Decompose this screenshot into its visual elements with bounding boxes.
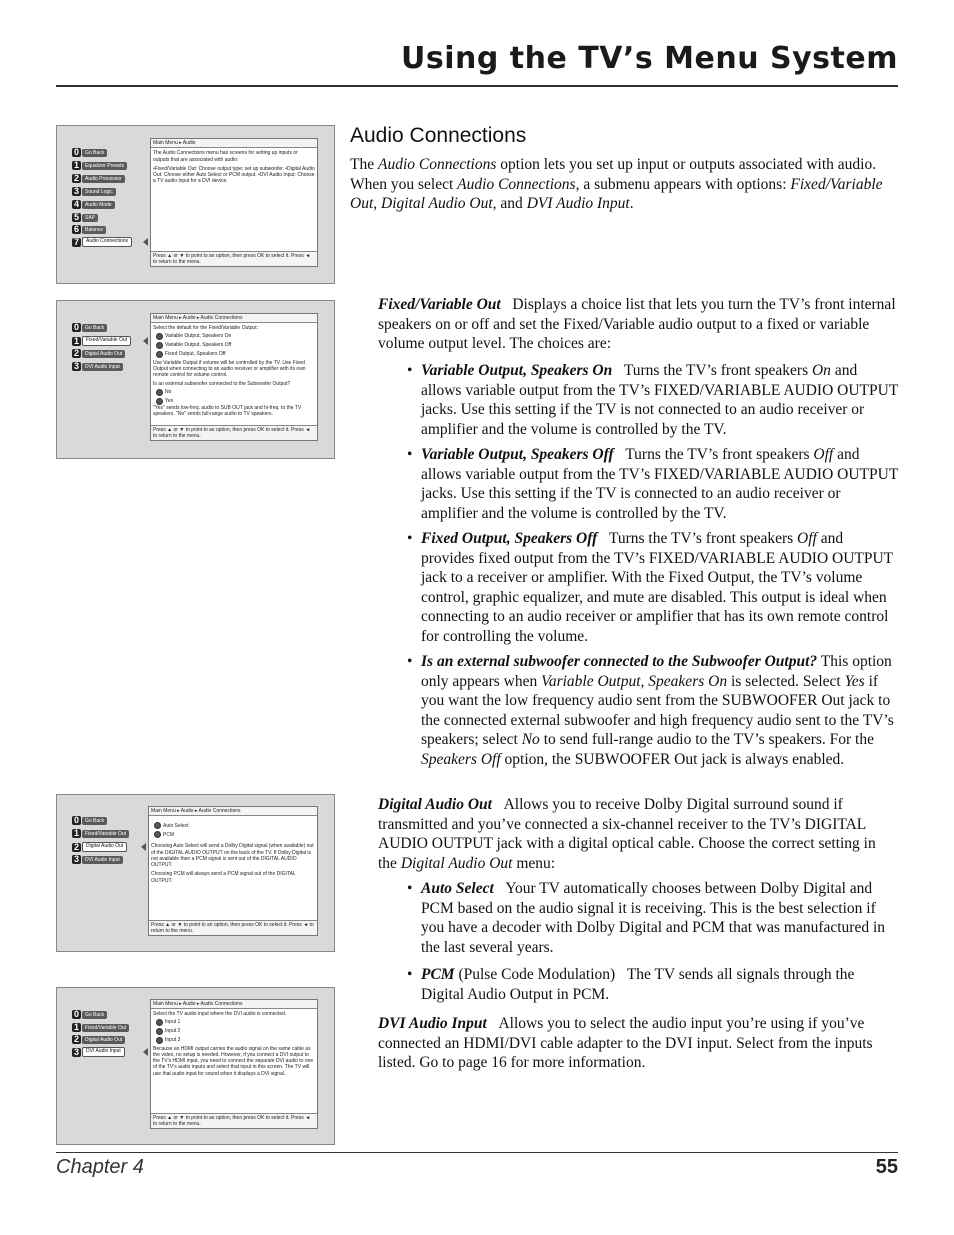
menu-item-go-back: 0 Go Back [72,1010,107,1019]
screen-panel: Main Menu ▸ Audio ▸ Audio Connections Select the default for the Fixed/Variable Output: Variable Output, Speakers On Variable Output, Speakers Off Fixed Output, Speakers Off Use Variable Output if volume will be controlled by the TV. Use Fixed Output when connecting to an audio receiver or amplifier with its own remote control for volume control. Is an external subwoofer connected to the Subwoofer Output? No Yes "Yes" sends low-freq. audio to SUB OUT jack and hi-freq. to the TV speakers. "No" sends full-range audio to TV speakers. Press ▲ or ▼ to point to an option, then press OK to select it. Press ◄ to return to the menu. [150,313,318,441]
radio-icon [156,351,163,358]
menu-item-digital-audio-out: 2 Digital Audio Out [72,1035,125,1044]
page-number: 55 [875,1156,898,1178]
radio-option: Yes [156,398,315,405]
menu-item-go-back: 0 Go Back [72,323,107,332]
screen-panel: Main Menu ▸ Audio ▸ Audio Connections Select the TV audio input where the DVI audio is connected. Input 1 Input 2 Input 3 Because an HDMI output carries the audio signal on the same cable as the video, no setup is needed. However, if you connect a DVI output to the TV’s HDMI input, you need to connect the separate DVI audio to one of the TV’s audio inputs and select that input in this screen. The TV will use that audio input for sound when it displays a DVI signal. Press ▲ or ▼ to point to an option, then press OK to select it. Press ◄ to return to the menu. [150,999,318,1129]
menu-item-balance: 6 Balance [72,225,106,234]
radio-option: Variable Output, Speakers On [156,333,315,340]
menu-item-fixed-variable-out: 1 Fixed/Variable Out [72,336,131,346]
radio-icon [156,342,163,349]
fixed-variable-heading: Fixed/Variable Out [378,296,501,313]
menu-item-go-back: 0 Go Back [72,148,107,157]
screenshot-audio-menu [56,125,335,284]
pointer-arrow-icon [141,843,146,851]
dvi-audio-section: DVI Audio Input Allows you to select the audio input you’re using if you’ve connected an HDMI/DVI cable adapter to the DVI input. Select from the inputs listed. Go to page 16 for more information. [378,1015,873,1071]
radio-option: Input 2 [156,1028,315,1035]
screenshot-fixed-variable-out [56,300,335,459]
bullet-variable-speakers-on: • Variable Output, Speakers On Turns the TV’s front speakers On and allows variable output from the TV’s FIXED/VARIABLE AUDIO OUTPUT jacks. Use this setting if the TV is not connected to an audio receiver or amplifier and the volume is controlled by the TV. [407,361,899,439]
menu-item-go-back: 0 Go Back [72,816,107,825]
pointer-arrow-icon [143,238,148,246]
menu-item-audio-mode: 4 Audio Mode [72,200,115,209]
dvi-audio-heading: DVI Audio Input [378,1015,487,1032]
pointer-arrow-icon [143,337,148,345]
menu-item-digital-audio-out: 2 Digital Audio Out [72,349,125,358]
screen-panel: Main Menu ▸ Audio The Audio Connections menu has screens for setting up inputs or outputs that are associated with audio: •Fixed/Variable Out: Choose output type; set up subwoofer. •Digital Audio Out: Choose either Auto Select or PCM output. •DVI Audio Input: Choose a TV audio input for a DVI device. Press ▲ or ▼ to point to an option, then press OK to select it. Press ◄ to return to the menu. [150,138,318,267]
pointer-arrow-icon [143,1048,148,1056]
screenshot-dvi-audio-input [56,987,335,1145]
footer-rule [56,1152,898,1153]
radio-option: No [156,389,315,396]
bullet-auto-select: • Auto Select Your TV automatically chooses between Dolby Digital and PCM based on the audio signal it is receiving. This is the best selection if you have a decoder with Dolby Digital and PCM that was manufactured in the last several years. [407,879,899,957]
bullet-subwoofer: • Is an external subwoofer connected to the Subwoofer Output? This option only appears when Variable Output, Speakers On is selected. Select Yes if you want the low frequency audio sent from the SUBWOOFER Out jack to the connected external subwoofer and high frequency audio sent to the TV’s speakers; select No to send full-range audio to the TV’s speakers. For the Speakers Off option, the SUBWOOFER Out jack is always enabled. [407,652,899,769]
radio-icon [156,1037,163,1044]
menu-item-audio-connections: 7 Audio Connections [72,237,132,247]
menu-item-fixed-variable-out: 1 Fixed/Variable Out [72,829,129,838]
menu-item-fixed-variable-out: 1 Fixed/Variable Out [72,1023,129,1032]
menu-item-digital-audio-out: 2 Digital Audio Out [72,842,127,852]
fixed-variable-bullets [407,361,899,769]
screen-panel: Main Menu ▸ Audio ▸ Audio Connections Auto Select PCM Choosing Auto Select will send a Dolby Digital signal (when available) out of the DIGITAL AUDIO OUTPUT on the back of the TV. If Dolby Digital is not available then a PCM signal is sent out of the DIGITAL AUDIO OUTPUT. Choosing PCM will always send a PCM signal out of the DIGITAL OUTPUT. Press ▲ or ▼ to point to an option, then press OK to select it. Press ◄ to return to the menu. [148,806,318,936]
header-rule [56,85,898,87]
digital-audio-heading: Digital Audio Out [378,796,492,813]
radio-option: Input 3 [156,1037,315,1044]
radio-icon [156,398,163,405]
radio-option: Auto Select [154,822,315,829]
menu-item-dvi-audio-input: 3 DVI Audio Input [72,362,123,371]
page-title: Using the TV’s Menu System [401,41,898,76]
bullet-fixed-speakers-off: • Fixed Output, Speakers Off Turns the TV’s front speakers Off and provides fixed output from the TV’s FIXED/VARIABLE AUDIO OUTPUT jack to a receiver or amplifier. With the Fixed Output, the TV’s volume control, graphic equalizer, and mute are disabled. This output is ideal when connecting to an audio receiver or amplifier that has its own remote control for controlling the volume. [407,529,899,646]
bullet-variable-speakers-off: • Variable Output, Speakers Off Turns the TV’s front speakers Off and allows variable output from the TV’s FIXED/VARIABLE AUDIO OUTPUT jacks. Use this setting if the TV is connected to an audio receiver or amplifier and the volume is controlled by the TV. [407,445,899,523]
intro-paragraph: The Audio Connections option lets you set up input or outputs associated with audio. When you select Audio Connections, a submenu appears with options: Fixed/Variable Out, Digital Audio Out, and DVI Audio Input. [350,156,883,212]
screenshot-digital-audio-out [56,794,335,952]
menu-item-dvi-audio-input: 3 DVI Audio Input [72,855,123,864]
radio-option: Variable Output, Speakers Off [156,342,315,349]
fixed-variable-section: Fixed/Variable Out Displays a choice list that lets you turn the TV’s front internal speakers on or off and set the Fixed/Variable audio output to a fixed or variable volume output level. The choices are: [378,296,896,352]
bullet-pcm: • PCM (Pulse Code Modulation) The TV sends all signals through the Digital Audio Output in PCM. [407,965,899,1004]
footer-chapter: Chapter 4 [56,1156,144,1178]
digital-audio-section: Digital Audio Out Allows you to receive Dolby Digital surround sound if transmitted and you’ve connected a six-channel receiver to the TV’s DIGITAL AUDIO OUTPUT jack with a digital optical cable. Choose the correct setting in the Digital Audio Out menu: [378,796,876,872]
section-heading: Audio Connections [350,124,527,147]
radio-option: Fixed Output, Speakers Off [156,351,315,358]
radio-option: Input 1 [156,1019,315,1026]
radio-icon [154,822,161,829]
menu-item-audio-processor: 2 Audio Processor [72,174,125,183]
radio-icon [156,389,163,396]
radio-icon [156,333,163,340]
digital-audio-bullets [407,879,899,1004]
radio-icon [156,1028,163,1035]
radio-icon [154,831,161,838]
menu-item-sap: 5 SAP [72,213,98,222]
menu-item-sound-logic: 3 Sound Logic [72,187,116,196]
radio-icon [156,1019,163,1026]
radio-option: PCM [154,831,315,838]
menu-item-equalizer-presets: 1 Equalizer Presets [72,161,127,170]
menu-item-dvi-audio-input: 3 DVI Audio Input [72,1047,125,1057]
